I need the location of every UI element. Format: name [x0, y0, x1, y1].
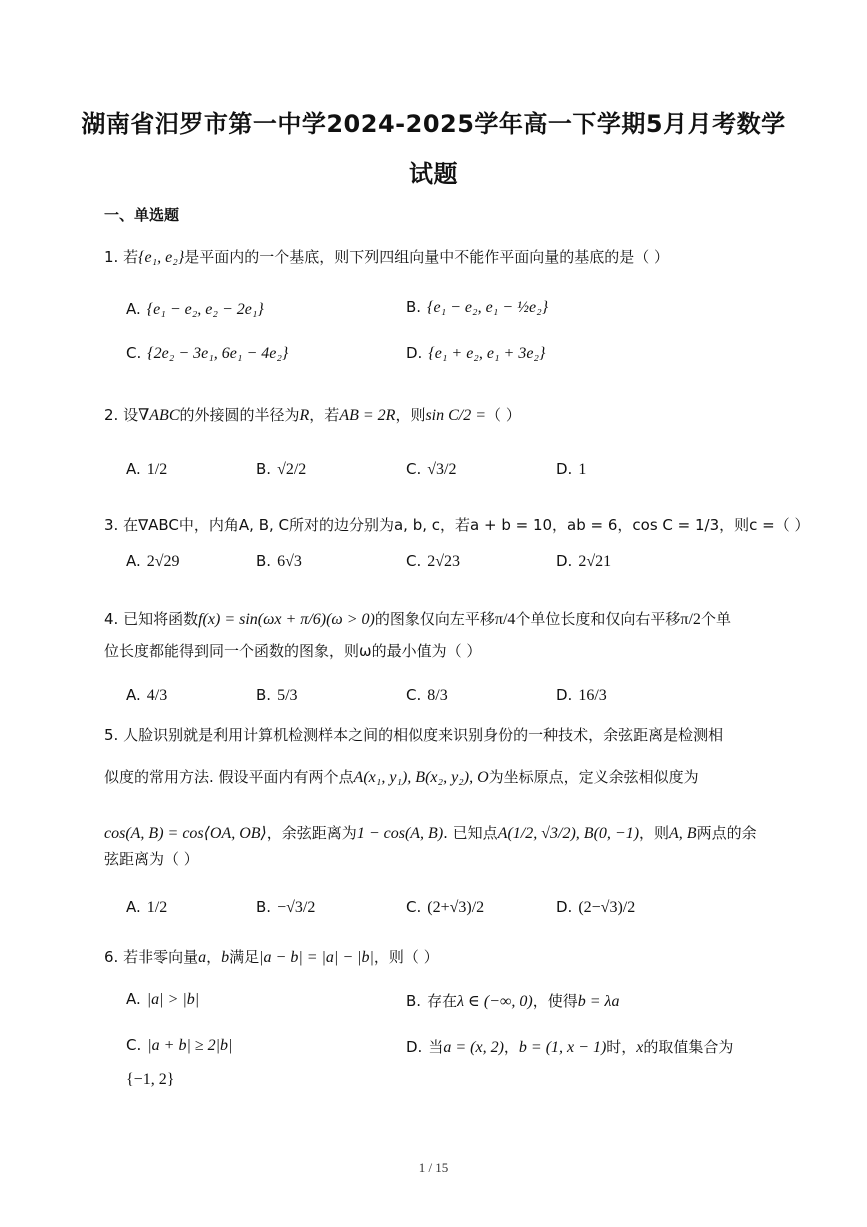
- question-text: ，若: [309, 406, 340, 424]
- question-6: [104, 946, 439, 967]
- question-4-line2: 位长度都能得到同一个函数的图象，则ω的最小值为（ ）: [104, 642, 482, 660]
- option-a: A. {e₁ − e₂, e₂ − 2e₁}: [126, 300, 264, 318]
- question-number: 5.: [104, 726, 119, 744]
- page-number: 1 / 15: [418, 1160, 449, 1175]
- option-text: 的取值集合为: [643, 1038, 734, 1056]
- option-value: (2+√3)/2: [427, 899, 485, 916]
- option-b: B. {e₁ − e₂, e₁ − ½e₂}: [406, 298, 549, 316]
- option-d: D. 16/3: [556, 686, 607, 704]
- math-expression: a: [198, 949, 207, 966]
- option-d-line2: [126, 1070, 174, 1089]
- option-d: D. 1: [556, 460, 587, 478]
- question-text: 两点的余: [696, 824, 757, 842]
- option-value: 6√3: [277, 553, 302, 570]
- option-b: B. 6√3: [256, 552, 302, 570]
- question-text: 个单位长度和仅向右平移: [515, 610, 681, 628]
- option-value: 4/3: [146, 687, 168, 704]
- option-d: D. {e₁ + e₂, e₁ + 3e₂}: [406, 344, 546, 362]
- question-number: 1.: [104, 248, 119, 266]
- option-c: C. {2e₂ − 3e₁, 6e₁ − 4e₂}: [126, 344, 289, 362]
- question-text: . 已知点: [443, 824, 498, 842]
- question-text: 的图象仅向左平移: [374, 610, 495, 628]
- question-text: 若: [123, 248, 139, 266]
- option-b: B. √2/2: [256, 460, 307, 478]
- option-b: B. 存在λ ∈ (−∞, 0)，使得b = λa: [406, 992, 620, 1010]
- question-3: [104, 514, 809, 535]
- math-expression: R: [299, 407, 310, 424]
- question-text: 设: [123, 406, 139, 424]
- option-d: D. (2−√3)/2: [556, 898, 636, 916]
- option-a: A. 1/2: [126, 460, 168, 478]
- math-expression: π/4: [494, 611, 516, 628]
- question-5: [104, 724, 723, 745]
- option-value: 2√23: [427, 553, 461, 570]
- option-text: ，: [503, 1038, 519, 1056]
- option-b: B. 5/3: [256, 686, 298, 704]
- math-expression: |a − b| = |a| − |b|: [259, 949, 374, 966]
- option-text: 存在: [427, 992, 458, 1010]
- question-text: 似度的常用方法. 假设平面内有两个点: [104, 768, 354, 786]
- option-value: (2−√3)/2: [578, 899, 636, 916]
- option-c: C. 2√23: [406, 552, 461, 570]
- option-c: C. √3/2: [406, 460, 457, 478]
- question-number: 6.: [104, 948, 119, 966]
- question-1: [104, 246, 669, 267]
- section-heading: 一、单选题: [104, 206, 180, 224]
- question-text: ，则: [395, 406, 426, 424]
- question-number: 3.: [104, 516, 119, 534]
- question-5-line2: [104, 766, 699, 787]
- question-text: （ ）: [486, 406, 521, 424]
- math-expression: b = λa: [577, 993, 620, 1010]
- math-expression: sin C/2 =: [425, 407, 487, 424]
- math-expression: a = (x, 2): [443, 1039, 504, 1056]
- question-text: 个单: [700, 610, 731, 628]
- option-value: 8/3: [427, 687, 448, 704]
- option-a: A. 4/3: [126, 686, 168, 704]
- question-4: [104, 608, 731, 629]
- question-text: 人脸识别就是利用计算机检测样本之间的相似度来识别身份的一种技术，余弦距离是检测相: [123, 726, 724, 744]
- math-expression: b: [221, 949, 230, 966]
- math-expression: f(x) = sin(ωx + π/6): [198, 611, 327, 628]
- math-expression: 1 − cos(A, B): [356, 825, 444, 842]
- option-value: 16/3: [578, 687, 607, 704]
- question-text: 是平面内的一个基底，则下列四组向量中不能作平面向量的基底的是（ ）: [184, 248, 670, 266]
- option-value: |a| > |b|: [146, 991, 200, 1008]
- option-value: {e₁ + e₂, e₁ + 3e₂}: [428, 345, 546, 362]
- math-expression: {e₁, e₂}: [138, 249, 185, 266]
- option-value: √3/2: [427, 461, 457, 478]
- option-d: D. 当a = (x, 2)，b = (1, x − 1)时，x的取值集合为: [406, 1038, 734, 1056]
- page-title-line2: 试题: [409, 160, 458, 188]
- question-2: [104, 404, 521, 425]
- option-text: 当: [428, 1038, 444, 1056]
- option-value: 1/2: [146, 899, 168, 916]
- question-text: ，: [206, 948, 222, 966]
- option-a: A. 1/2: [126, 898, 168, 916]
- option-value: 5/3: [277, 687, 298, 704]
- math-expression: (ω > 0): [326, 611, 375, 628]
- math-expression: cos(A, B) = cos⟨OA, OB⟩: [104, 825, 267, 842]
- option-value: {−1, 2}: [126, 1071, 175, 1088]
- question-number: 2.: [104, 406, 119, 424]
- question-text: ，则: [639, 824, 670, 842]
- math-expression: π/2: [680, 611, 701, 628]
- question-5-line3: [104, 822, 757, 843]
- math-expression: A(1/2, √3/2), B(0, −1): [497, 825, 640, 842]
- math-expression: x: [636, 1039, 644, 1056]
- option-value: 2√21: [578, 553, 612, 570]
- option-text: 时，: [606, 1038, 637, 1056]
- question-5-line4: 弦距离为（ ）: [104, 850, 199, 868]
- option-c: C. |a + b| ≥ 2|b|: [126, 1036, 233, 1054]
- option-d: D. 2√21: [556, 552, 612, 570]
- question-text: 若非零向量: [123, 948, 199, 966]
- option-value: |a + b| ≥ 2|b|: [147, 1037, 233, 1054]
- math-expression: λ ∈ (−∞, 0): [457, 993, 533, 1010]
- question-text: 为坐标原点，定义余弦相似度为: [488, 768, 699, 786]
- question-text: 满足: [229, 948, 260, 966]
- question-text: ，余弦距离为: [266, 824, 357, 842]
- question-text: 已知将函数: [123, 610, 199, 628]
- math-expression: A, B: [669, 825, 697, 842]
- option-a: A. |a| > |b|: [126, 990, 200, 1008]
- question-text: 的外接圆的半径为: [179, 406, 300, 424]
- math-expression: A(x₁, y₁), B(x₂, y₂), O: [353, 769, 489, 786]
- question-text: 在∇ABC中，内角A, B, C所对的边分别为a, b, c，若a + b = 10，ab = 6，cos C = 1/3，则c =（ ）: [123, 516, 810, 534]
- option-a: A. 2√29: [126, 552, 180, 570]
- option-value: √2/2: [277, 461, 307, 478]
- option-value: −√3/2: [277, 899, 316, 916]
- option-value: 1: [578, 461, 587, 478]
- option-value: 1/2: [146, 461, 168, 478]
- option-c: C. 8/3: [406, 686, 448, 704]
- page-title: 湖南省汨罗市第一中学2024-2025学年高一下学期5月月考数学: [81, 110, 786, 138]
- option-value: 2√29: [146, 553, 180, 570]
- option-value: {2e₂ − 3e₁, 6e₁ − 4e₂}: [147, 345, 289, 362]
- question-number: 4.: [104, 610, 119, 628]
- option-text: ，使得: [532, 992, 578, 1010]
- option-c: C. (2+√3)/2: [406, 898, 485, 916]
- option-value: {e₁ − e₂, e₂ − 2e₁}: [146, 301, 264, 318]
- math-expression: AB = 2R: [339, 407, 396, 424]
- option-value: {e₁ − e₂, e₁ − ½e₂}: [427, 299, 549, 316]
- math-expression: ∇ABC: [138, 407, 180, 424]
- option-b: B. −√3/2: [256, 898, 316, 916]
- math-expression: b = (1, x − 1): [518, 1039, 607, 1056]
- question-text: ，则（ ）: [373, 948, 439, 966]
